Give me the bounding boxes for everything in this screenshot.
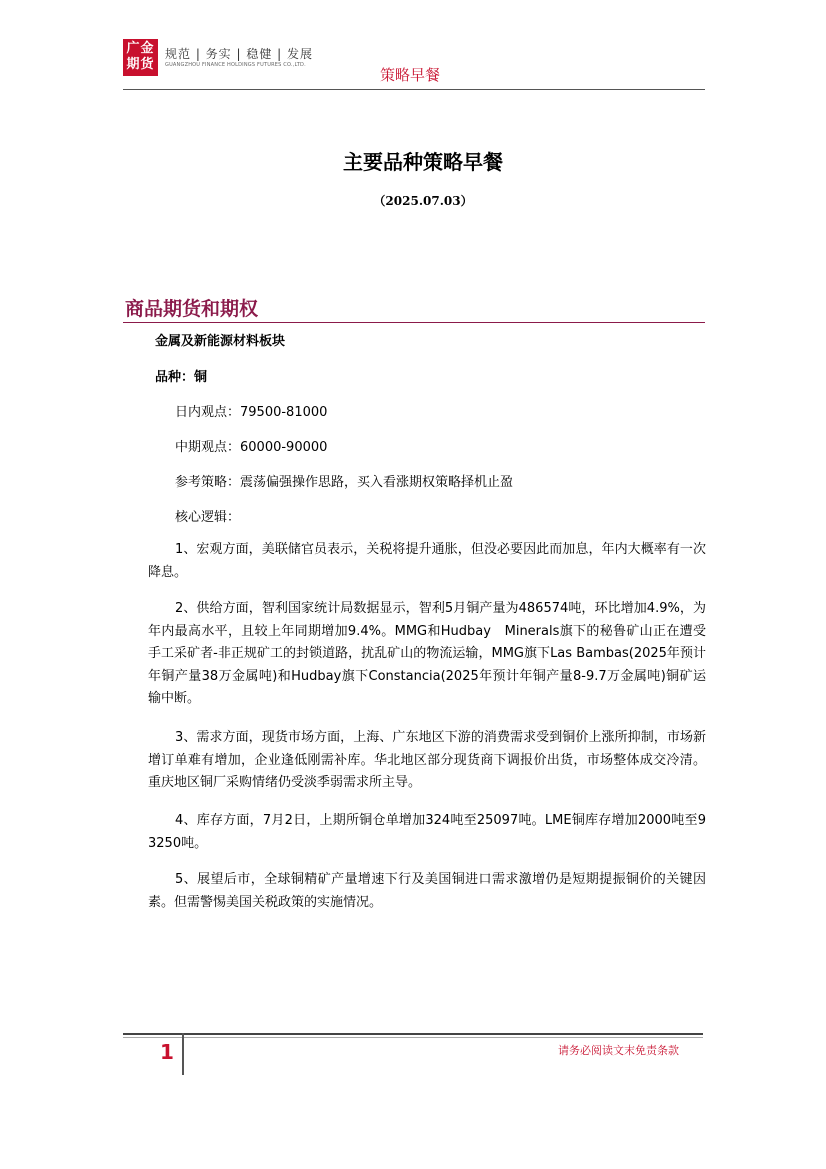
core-logic-label: 核心逻辑：	[175, 510, 241, 525]
paragraph-supply: 2、供给方面，智利国家统计局数据显示，智利5月铜产量为486574吨，环比增加4.9%，为年内最高水平，且较上年同期增加9.4%。MMG和Hudbay Minerals旗下的秘鲁矿山正在遭受手工采矿者-非正规矿工的封锁道路，扰乱矿山的物流运输，MMG旗下Las Bambas(2025年预计年铜产量38万金属吨)和Hudbay旗下Constancia(2025年预计年铜产量8-9.7万金属吨)铜矿运输中断。	[148, 601, 706, 706]
section-divider	[123, 322, 705, 323]
sector-title: 金属及新能源材料板块	[155, 334, 286, 349]
page-number: 1	[160, 1040, 174, 1064]
company-slogan: 规范 | 务实 | 稳健 | 发展	[165, 47, 314, 61]
document-type: 策略早餐	[380, 66, 441, 84]
disclaimer-note: 请务必阅读文末免责条款	[558, 1044, 679, 1057]
company-logo	[123, 39, 158, 76]
intraday-view: 日内观点：79500-81000	[175, 405, 328, 420]
company-english-name: GUANGZHOU FINANCE HOLDINGS FUTURES CO.,LTD.	[165, 62, 306, 68]
variety-label: 品种：铜	[155, 370, 208, 385]
footer-vertical-line	[182, 1033, 184, 1075]
footer-divider-thin	[123, 1037, 703, 1038]
paragraph-demand: 3、需求方面，现货市场方面，上海、广东地区下游的消费需求受到铜价上涨所抑制，市场新增订单难有增加，企业逢低刚需补库。华北地区部分现货商下调报价出货，市场整体成交冷清。重庆地区铜厂采购情绪仍受淡季弱需求所主导。	[148, 730, 706, 790]
logo-text-top: 广金	[126, 41, 155, 56]
footer-divider	[123, 1033, 703, 1035]
paragraph-inventory: 4、库存方面，7月2日，上期所铜仓单增加324吨至25097吨。LME铜库存增加2000吨至93250吨。	[148, 813, 706, 851]
report-date: （2025.07.03）	[373, 194, 473, 208]
section-title: 商品期货和期权	[125, 298, 259, 320]
paragraph-macro: 1、宏观方面，美联储官员表示，关税将提升通胀，但没必要因此而加息，年内大概率有一次降息。	[148, 542, 706, 580]
paragraph-outlook: 5、展望后市，全球铜精矿产量增速下行及美国铜进口需求激增仍是短期提振铜价的关键因素。但需警惕美国关税政策的实施情况。	[148, 872, 706, 910]
page-title: 主要品种策略早餐	[343, 150, 503, 174]
reference-strategy: 参考策略：震荡偏强操作思路，买入看涨期权策略择机止盈	[175, 475, 514, 490]
header-divider	[123, 89, 705, 90]
logo-text-bottom: 期货	[126, 57, 155, 72]
mid-term-view: 中期观点：60000-90000	[175, 440, 328, 455]
